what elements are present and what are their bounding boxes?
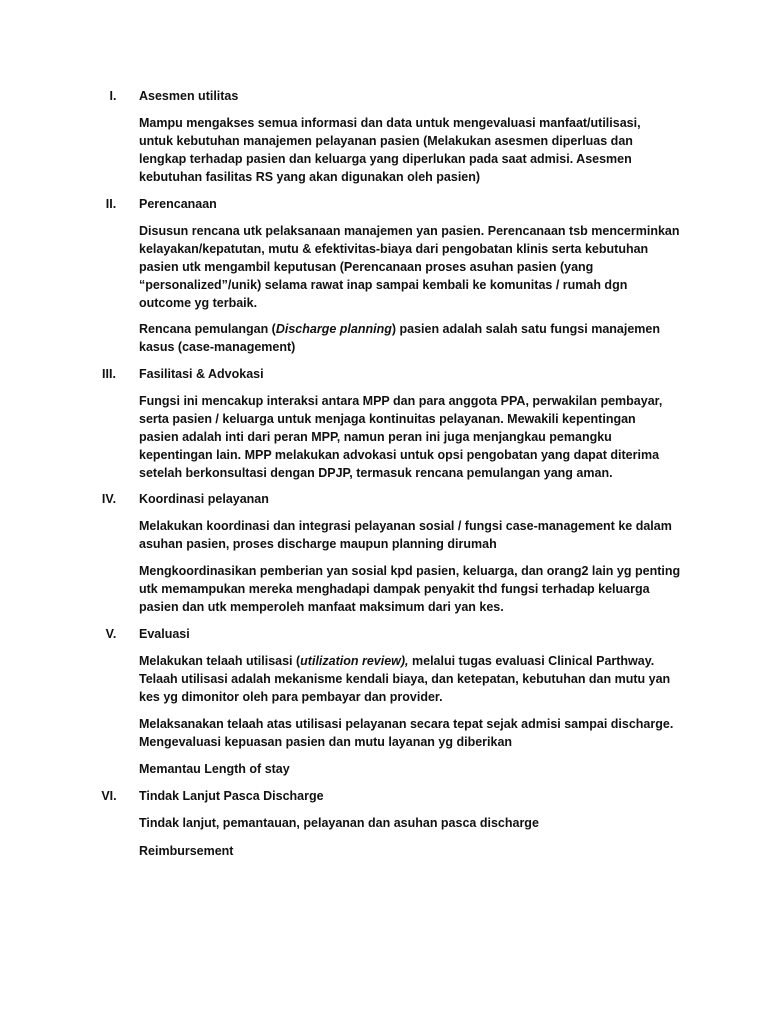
text-line: lengkap terhadap pasien dan keluarga yang diperlukan pada saat admisi. Asesmen <box>139 152 632 166</box>
section-heading: Evaluasi <box>139 627 190 641</box>
text-line: serta pasien / keluarga untuk menjaga kontinuitas pelayanan. Mewakili kepentingan <box>139 412 636 426</box>
text-line: Melakukan koordinasi dan integrasi pelayanan sosial / fungsi case-management ke dalam <box>139 519 672 533</box>
text-run: melalui tugas evaluasi Clinical Parthway. <box>408 654 655 668</box>
section-heading: Tindak Lanjut Pasca Discharge <box>139 789 324 803</box>
text-line: Fungsi ini mencakup interaksi antara MPP dan para anggota PPA, perwakilan pembayar, <box>139 394 663 408</box>
paragraph <box>139 562 684 616</box>
paragraph <box>139 760 684 778</box>
text-line: “personalized”/unik) selama rawat inap sampai kembali ke komunitas / rumah dgn <box>139 278 628 292</box>
section-numeral: IV. <box>101 492 117 506</box>
text-line: setelah berkonsultasi dengan DPJP, termasuk rencana pemulangan yang aman. <box>139 466 613 480</box>
paragraph <box>139 652 684 706</box>
section-heading: Perencanaan <box>139 197 217 211</box>
italic-term: Discharge planning <box>275 322 392 336</box>
italic-term: utilization review), <box>300 654 409 668</box>
text-line: Mengevaluasi kepuasan pasien dan mutu layanan yg diberikan <box>139 735 513 749</box>
section-heading: Asesmen utilitas <box>139 89 239 103</box>
text-line: Melaksanakan telaah atas utilisasi pelayanan secara tepat sejak admisi sampai discharge. <box>139 717 674 731</box>
text-line: pasien utk mengambil keputusan (Perencanaan proses asuhan pasien (yang <box>139 260 594 274</box>
text-run: Melakukan telaah utilisasi ( <box>139 654 301 668</box>
paragraph <box>139 842 684 860</box>
paragraph <box>139 114 684 186</box>
text-run: ) pasien adalah salah satu fungsi manajemen <box>391 322 660 336</box>
text-line: Memantau Length of stay <box>139 762 290 776</box>
paragraph <box>139 715 684 751</box>
section-numeral: I. <box>109 89 117 103</box>
paragraph <box>139 320 684 356</box>
section-heading: Fasilitasi & Advokasi <box>139 367 264 381</box>
text-run: Rencana pemulangan ( <box>139 322 276 336</box>
text-line: Mampu mengakses semua informasi dan data untuk mengevaluasi manfaat/utilisasi, <box>139 116 641 130</box>
section-numeral: VI. <box>101 789 117 803</box>
section-numeral: III. <box>102 367 116 381</box>
section-numeral: V. <box>105 627 117 641</box>
text-line: outcome yg terbaik. <box>139 296 258 310</box>
text-line <box>139 320 684 338</box>
text-line: Disusun rencana utk pelaksanaan manajemen yan pasien. Perencanaan tsb mencerminkan <box>139 224 680 238</box>
paragraph <box>139 392 684 482</box>
text-line: untuk kebutuhan manajemen pelayanan pasien (Melakukan asesmen diperluas dan <box>139 134 633 148</box>
text-line: Telaah utilisasi adalah mekanisme kendali biaya, dan ketepatan, kebutuhan dan mutu yan <box>139 672 671 686</box>
text-line: pasien adalah inti dari peran MPP, namun peran ini juga menjangkau pemangku <box>139 430 612 444</box>
paragraph <box>139 814 684 832</box>
text-line: asuhan pasien, proses discharge maupun planning dirumah <box>139 537 497 551</box>
text-line: utk memampukan mereka menghadapi dampak penyakit thd fungsi terhadap keluarga <box>139 582 650 596</box>
text-line <box>139 652 684 670</box>
text-line: kebutuhan fasilitas RS yang akan digunakan oleh pasien) <box>139 170 481 184</box>
paragraph <box>139 222 684 312</box>
text-line: kes yg dimonitor oleh para pembayar dan provider. <box>139 690 443 704</box>
text-line: kasus (case-management) <box>139 340 296 354</box>
text-line: Reimbursement <box>139 844 234 858</box>
text-line: Mengkoordinasikan pemberian yan sosial kpd pasien, keluarga, dan orang2 lain yg penting <box>139 564 681 578</box>
text-line: pasien dan utk memperoleh manfaat maksimum dari yan kes. <box>139 600 504 614</box>
text-line: kepentingan lain. MPP melakukan advokasi untuk opsi pengobatan yang dapat diterima <box>139 448 660 462</box>
paragraph <box>139 517 684 553</box>
section-heading: Koordinasi pelayanan <box>139 492 269 506</box>
text-line: kelayakan/kepatutan, mutu & efektivitas-biaya dari pengobatan klinis serta kebutuhan <box>139 242 649 256</box>
section-numeral: II. <box>105 197 117 211</box>
text-line: Tindak lanjut, pemantauan, pelayanan dan asuhan pasca discharge <box>139 816 539 830</box>
